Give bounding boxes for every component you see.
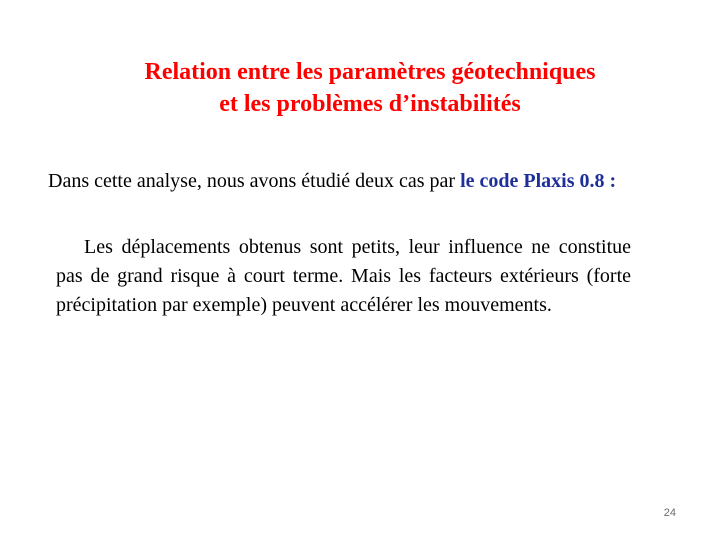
intro-highlight: le code Plaxis 0.8 : (460, 170, 617, 192)
body-paragraph: Les déplacements obtenus sont petits, leur influence ne constitue pas de grand risque à court terme. Mais les facteurs extérieurs (forte précipitation par exemple) peuvent accélérer les mouvements. (56, 236, 631, 316)
page-number: 24 (663, 507, 676, 519)
intro-text: Dans cette analyse, nous avons étudié deux cas par (48, 170, 461, 192)
title-line-2: et les problèmes d’instabilités (219, 91, 521, 117)
intro-sentence (48, 168, 688, 194)
title-line-1: Relation entre les paramètres géotechniques (144, 59, 596, 85)
slide-title (60, 56, 680, 120)
